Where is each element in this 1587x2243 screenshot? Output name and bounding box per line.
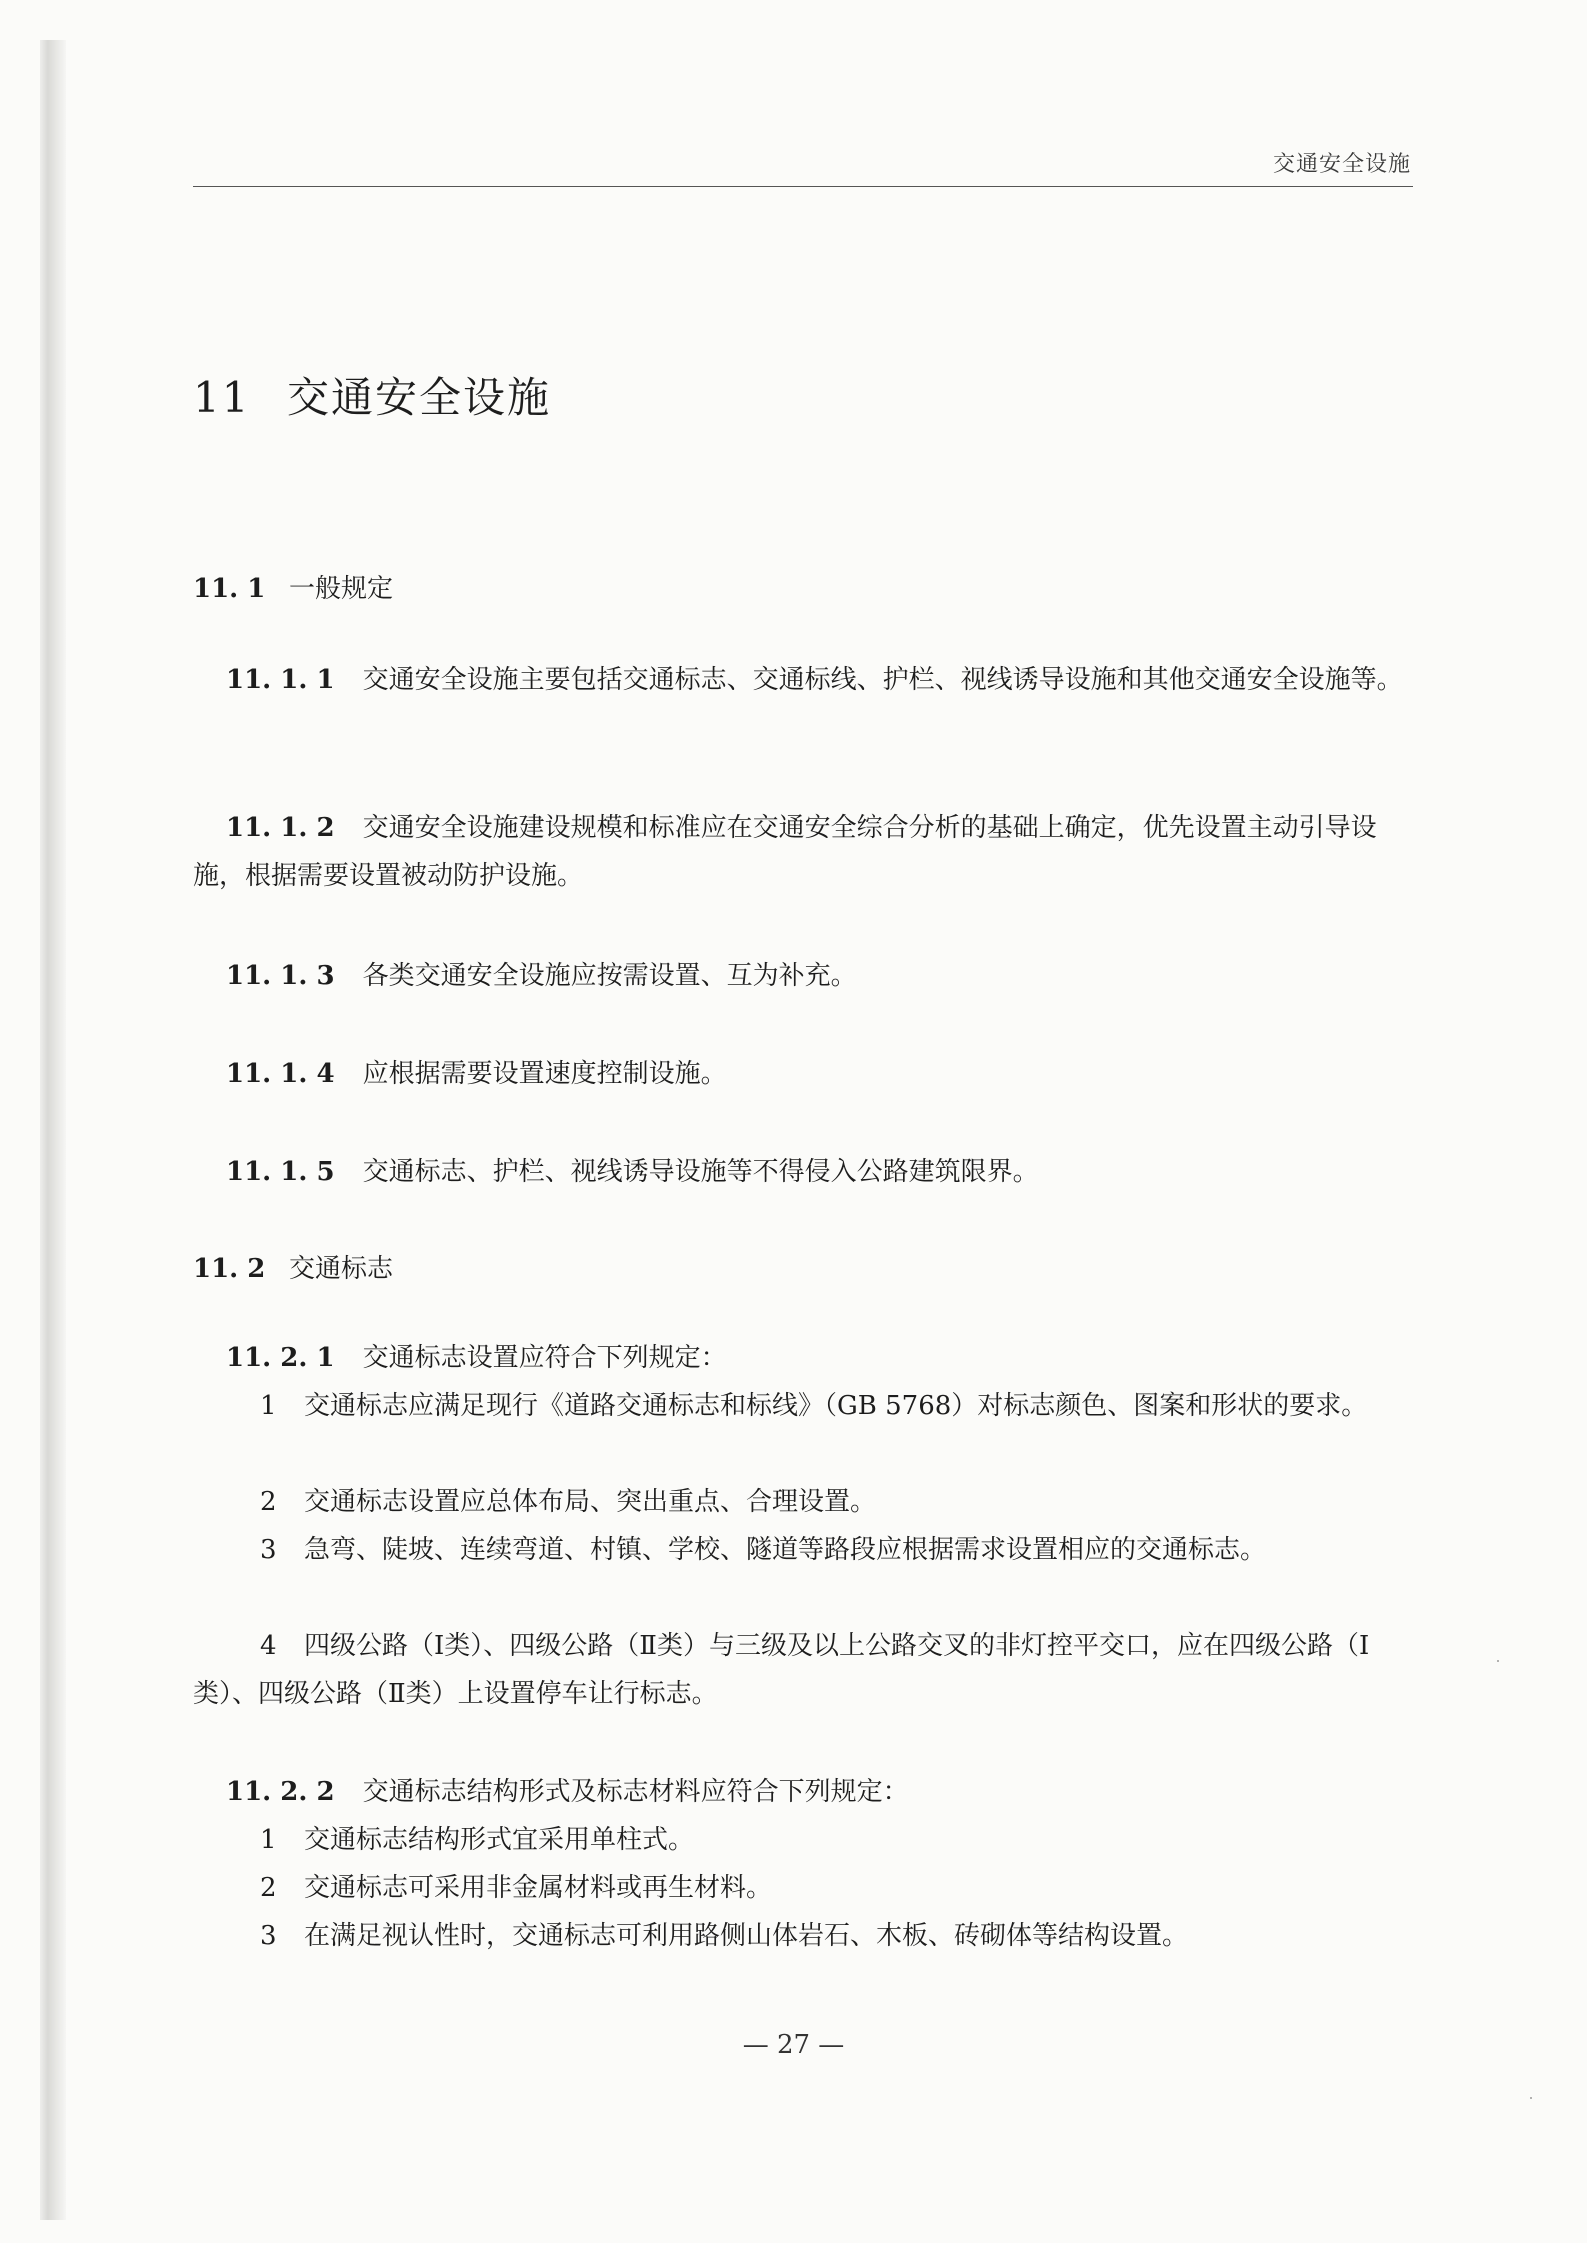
section-number: 11. 2 [193, 1254, 266, 1284]
section-heading-11-2 [193, 1248, 393, 1285]
clause-11-1-5 [193, 1148, 1413, 1196]
header-rule [193, 186, 1413, 187]
item-text: 交通标志设置应总体布局、突出重点、合理设置。 [304, 1487, 877, 1517]
clause-text: 交通标志设置应符合下列规定： [362, 1343, 727, 1373]
item-number: 2 [260, 1487, 277, 1517]
clause-number: 11. 1. 3 [226, 961, 335, 991]
scan-speck [1530, 2097, 1532, 2099]
clause-number: 11. 1. 4 [226, 1059, 335, 1089]
clause-text: 应根据需要设置速度控制设施。 [362, 1059, 727, 1089]
clause-text: 交通标志结构形式及标志材料应符合下列规定： [362, 1777, 909, 1807]
item-text: 交通标志应满足现行《道路交通标志和标线》（GB 5768）对标志颜色、图案和形状的要求。 [304, 1391, 1368, 1421]
clause-number: 11. 2. 2 [226, 1777, 335, 1807]
clause-11-1-4 [193, 1050, 1413, 1098]
list-item [193, 1478, 1413, 1526]
clause-text: 交通安全设施建设规模和标准应在交通安全综合分析的基础上确定，优先设置主动引导设施，根据需要设置被动防护设施。 [193, 813, 1377, 891]
clause-text: 交通标志、护栏、视线诱导设施等不得侵入公路建筑限界。 [362, 1157, 1039, 1187]
list-item [193, 1864, 1413, 1912]
item-number: 2 [260, 1873, 277, 1903]
list-item [193, 1912, 1413, 1960]
section-title: 交通标志 [289, 1254, 394, 1284]
item-number: 4 [260, 1631, 277, 1661]
chapter-title-text: 交通安全设施 [287, 373, 552, 422]
item-text: 交通标志可采用非金属材料或再生材料。 [304, 1873, 773, 1903]
clause-text: 各类交通安全设施应按需设置、互为补充。 [362, 961, 857, 991]
list-item [193, 1382, 1413, 1430]
chapter-title [193, 365, 551, 425]
section-number: 11. 1 [193, 574, 266, 604]
item-number: 3 [260, 1535, 277, 1565]
clause-11-2-1 [193, 1334, 1413, 1382]
item-number: 3 [260, 1921, 277, 1951]
section-heading-11-1 [193, 568, 393, 605]
item-text: 四级公路（Ⅰ类）、四级公路（Ⅱ类）与三级及以上公路交叉的非灯控平交口，应在四级公路（Ⅰ类）、四级公路（Ⅱ类）上设置停车让行标志。 [193, 1631, 1370, 1709]
clause-number: 11. 1. 1 [226, 665, 335, 695]
item-text: 交通标志结构形式宜采用单柱式。 [304, 1825, 695, 1855]
item-text: 急弯、陡坡、连续弯道、村镇、学校、隧道等路段应根据需求设置相应的交通标志。 [304, 1535, 1267, 1565]
clause-11-1-3 [193, 952, 1413, 1000]
clause-number: 11. 1. 5 [226, 1157, 335, 1187]
list-item [193, 1622, 1413, 1718]
clause-11-1-1 [193, 656, 1413, 704]
scan-speck [1497, 1660, 1499, 1662]
section-title: 一般规定 [289, 574, 394, 604]
item-number: 1 [260, 1825, 277, 1855]
item-number: 1 [260, 1391, 277, 1421]
chapter-number: 11 [193, 373, 251, 422]
list-item [193, 1816, 1413, 1864]
clause-text: 交通安全设施主要包括交通标志、交通标线、护栏、视线诱导设施和其他交通安全设施等。 [362, 665, 1403, 695]
list-item [193, 1526, 1413, 1574]
clause-11-2-2 [193, 1768, 1413, 1816]
clause-number: 11. 1. 2 [226, 813, 335, 843]
clause-11-1-2 [193, 804, 1413, 900]
page-number: — 27 — [742, 2030, 845, 2060]
clause-number: 11. 2. 1 [226, 1343, 335, 1373]
running-header: 交通安全设施 [1272, 152, 1411, 177]
binding-edge-shadow [40, 40, 66, 2220]
item-text: 在满足视认性时，交通标志可利用路侧山体岩石、木板、砖砌体等结构设置。 [304, 1921, 1189, 1951]
